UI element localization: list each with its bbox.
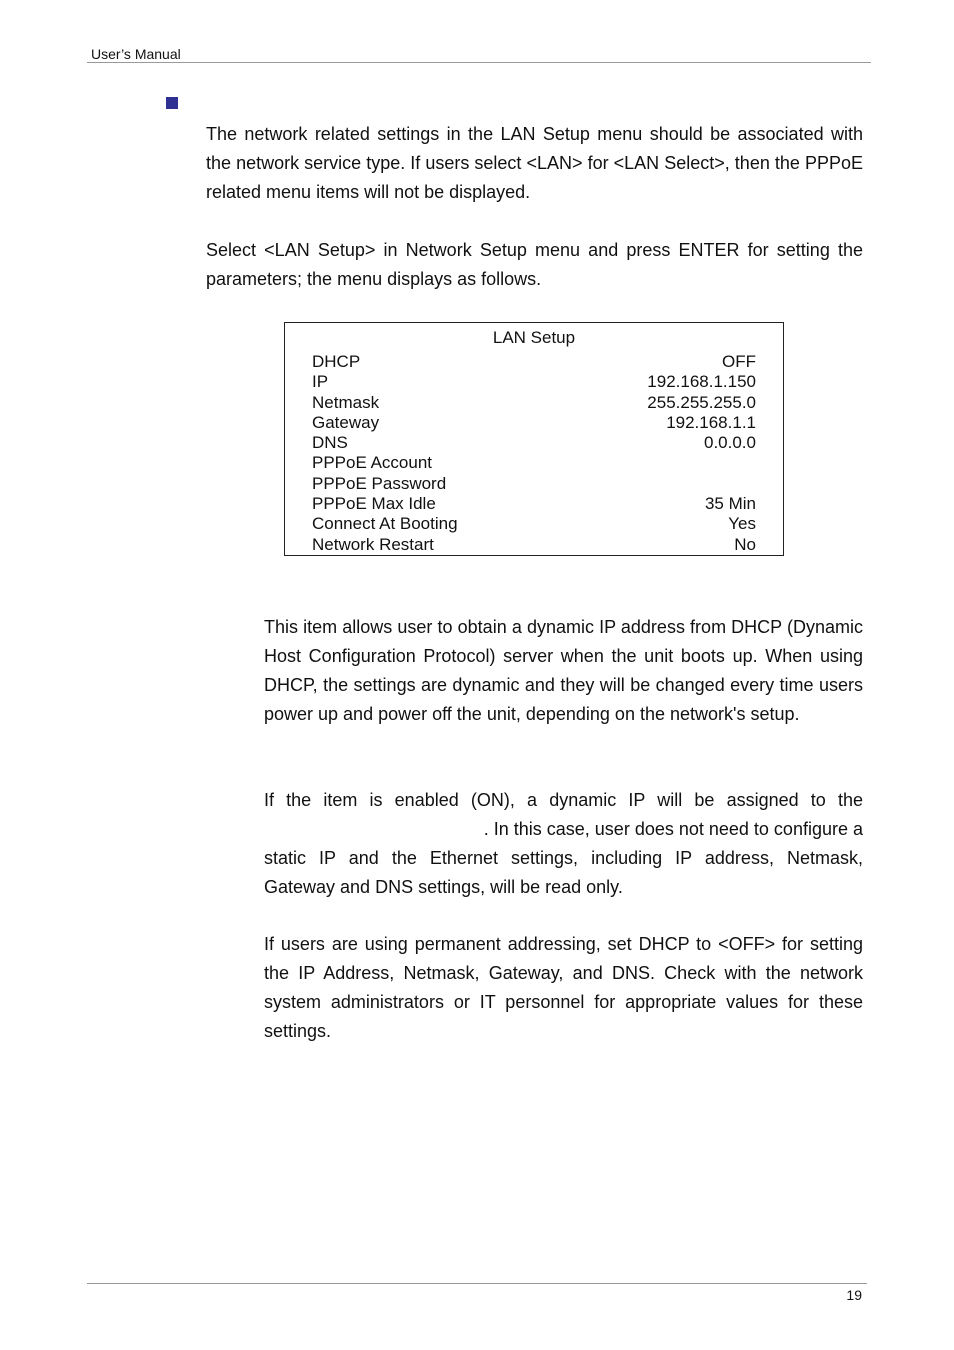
menu-row-value: Yes — [728, 514, 756, 534]
menu-row-ip — [312, 372, 756, 392]
dhcp-paragraph-2-rest: static IP and the Ethernet settings, including IP address, Netmask, Gateway and DNS settings, will be read only. — [264, 848, 863, 897]
menu-row-connect-at-booting — [312, 514, 756, 534]
menu-row-label: PPPoE Max Idle — [312, 494, 436, 514]
menu-row-value: 192.168.1.150 — [647, 372, 756, 392]
intro-paragraph-2: Select <LAN Setup> in Network Setup menu and press ENTER for setting the parameters; the menu displays as follows. — [206, 240, 863, 289]
running-header — [87, 45, 871, 63]
menu-row-value: No — [734, 534, 756, 554]
intro-paragraph-1: The network related settings in the LAN Setup menu should be associated with the network service type. If users select <LAN> for <LAN Select>, then the PPPoE related menu items will not be displayed. — [206, 124, 863, 202]
menu-title: LAN Setup — [492, 328, 576, 347]
menu-row-pppoe-password — [312, 474, 756, 494]
dhcp-paragraph-1: This item allows user to obtain a dynamic IP address from DHCP (Dynamic Host Configuration Protocol) server when the unit boots up. When using DHCP, the settings are dynamic and they will be changed every time users power up and power off the unit, depending on the network's setup. — [264, 617, 863, 724]
menu-row-label: DHCP — [312, 352, 361, 371]
menu-row-network-restart — [312, 535, 756, 555]
menu-row-pppoe-account — [312, 453, 756, 473]
menu-rows — [312, 352, 756, 555]
menu-row-label: Netmask — [312, 392, 380, 412]
menu-row-label: IP — [312, 372, 329, 392]
menu-row-dhcp — [312, 352, 756, 372]
menu-row-dns — [312, 433, 756, 453]
lan-setup-menu — [284, 322, 784, 556]
menu-row-label: Network Restart — [312, 534, 434, 554]
page-number: 19 — [846, 1287, 862, 1303]
header-title: User’s Manual — [91, 46, 181, 62]
menu-row-netmask — [312, 393, 756, 413]
menu-row-value: 255.255.255.0 — [647, 392, 756, 412]
menu-row-value: 0.0.0.0 — [704, 433, 756, 453]
dhcp-paragraph-2-line-2: . In this case, user does not need to configure a — [483, 819, 863, 839]
section-bullet-icon — [166, 97, 178, 109]
menu-row-gateway — [312, 413, 756, 433]
dhcp-paragraph-3: If users are using permanent addressing, set DHCP to <OFF> for setting the IP Address, Netmask, Gateway, and DNS. Check with the network system administrators or IT personnel for appropriate values for these settings. — [264, 934, 863, 1041]
footer-divider — [87, 1283, 867, 1284]
dhcp-paragraph-2-line-1: If the item is enabled (ON), a dynamic IP will be assigned to the — [264, 790, 863, 810]
menu-row-value: 35 Min — [704, 494, 756, 514]
menu-row-label: Connect At Booting — [312, 514, 458, 534]
menu-row-label: PPPoE Account — [312, 453, 433, 473]
menu-row-label: Gateway — [312, 412, 380, 432]
menu-row-label: DNS — [312, 433, 348, 453]
menu-row-value: OFF — [722, 352, 756, 371]
dhcp-paragraph-2 — [264, 786, 863, 902]
menu-row-value: 192.168.1.1 — [666, 412, 756, 432]
menu-row-pppoe-max-idle — [312, 494, 756, 514]
menu-row-label: PPPoE Password — [312, 473, 447, 493]
